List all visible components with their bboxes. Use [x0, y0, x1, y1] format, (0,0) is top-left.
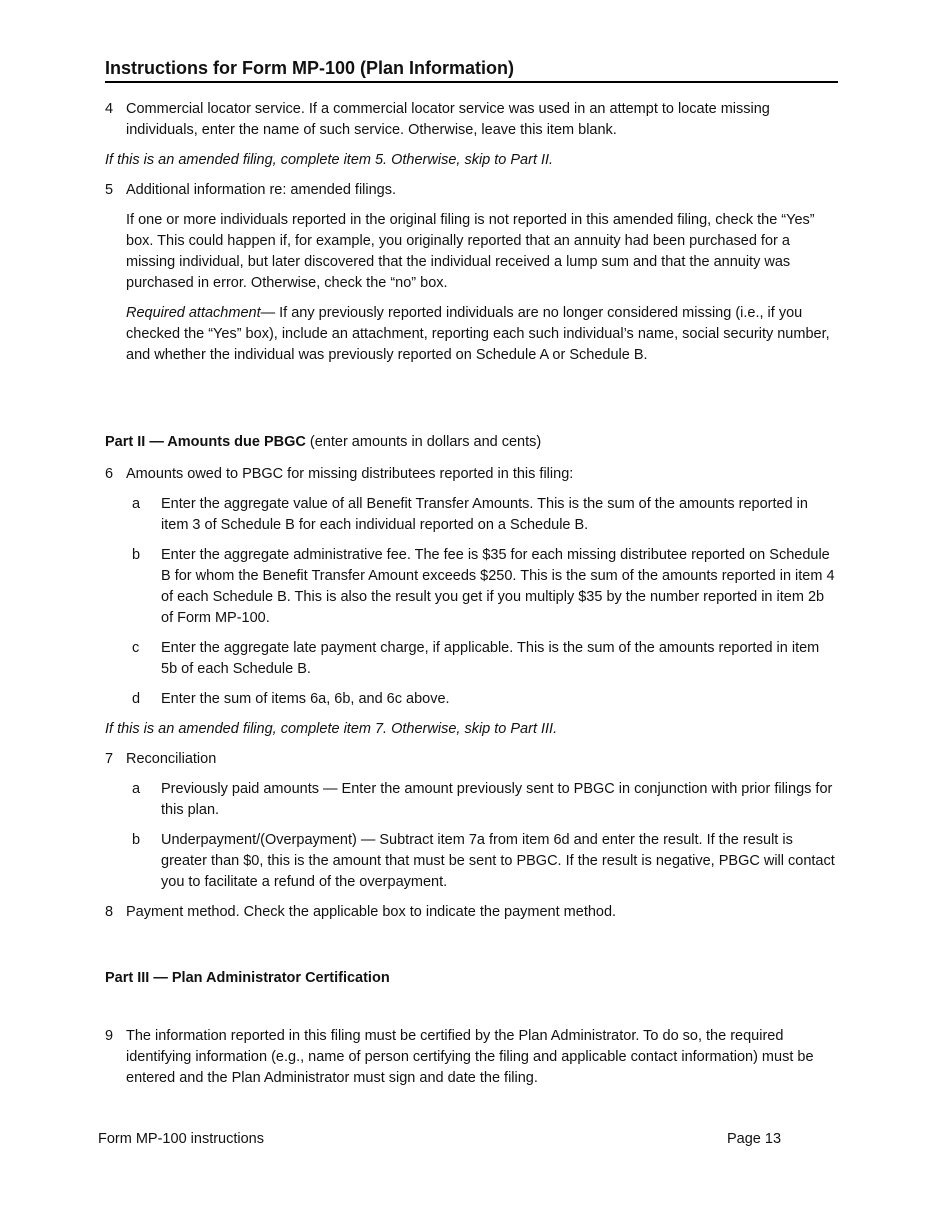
required-attachment-label: Required attachment	[126, 305, 261, 321]
item-text: Additional information re: amended filings.	[126, 182, 397, 198]
instructions-body	[105, 99, 837, 1098]
amended-note-item7: If this is an amended filing, complete item 7. Otherwise, skip to Part III.	[105, 721, 558, 737]
part-3-heading	[105, 968, 837, 989]
sub-letter: b	[132, 547, 141, 563]
part-2-heading	[105, 432, 837, 453]
sub-letter: c	[132, 640, 140, 656]
item-number: 8	[105, 904, 114, 920]
part-3-title: Part III — Plan Administrator Certification	[105, 970, 390, 986]
item-7a	[126, 779, 837, 821]
sub-text: Enter the sum of items 6a, 6b, and 6c above.	[161, 691, 450, 707]
item-4	[105, 99, 837, 141]
part-2-title: Part II — Amounts due PBGC	[105, 434, 306, 450]
item-text: Reconciliation	[126, 751, 217, 767]
item-number: 6	[105, 466, 114, 482]
sub-letter: a	[132, 496, 141, 512]
item-number: 5	[105, 182, 114, 198]
item-9	[105, 1026, 837, 1089]
sub-text: Underpayment/(Overpayment) — Subtract item 7a from item 6d and enter the result. If the result is greater than $0, this is the amount that must be sent to PBGC. If the result is negative, PBGC will contact you to facilitate a refund of the overpayment.	[161, 832, 835, 890]
item-5	[105, 180, 837, 366]
item-8	[105, 902, 837, 923]
sub-text: Previously paid amounts — Enter the amount previously sent to PBGC in conjunction with prior filings for this plan.	[161, 781, 833, 818]
amended-note-item5: If this is an amended filing, complete item 5. Otherwise, skip to Part II.	[105, 152, 554, 168]
sub-text: Enter the aggregate value of all Benefit Transfer Amounts. This is the sum of the amounts reported in item 3 of Schedule B for each individual reported on a Schedule B.	[161, 496, 808, 533]
item-6a	[126, 494, 837, 536]
item-text: Commercial locator service. If a commercial locator service was used in an attempt to locate missing individuals, enter the name of such service. Otherwise, leave this item blank.	[126, 101, 770, 138]
item-6d	[126, 689, 837, 710]
required-attachment-text: — If any previously reported individuals are no longer considered missing (i.e., if you checked the “Yes” box), include an attachment, reporting each such individual’s name, social security number, and whether the individual was previously reported on Schedule A or Schedule B.	[126, 305, 830, 363]
sub-text: Enter the aggregate administrative fee. The fee is $35 for each missing distributee reported on Schedule B for whom the Benefit Transfer Amount exceeds $250. This is the sum of the amounts reported in item 4 of each Schedule B. This is also the result you get if you multiply $35 by the number reported in item 2b of Form MP-100.	[161, 547, 835, 626]
item-7b	[126, 830, 837, 893]
item-text: Amounts owed to PBGC for missing distributees reported in this filing:	[126, 466, 574, 482]
item-number: 7	[105, 751, 114, 767]
item-5-paragraph: If one or more individuals reported in the original filing is not reported in this amended filing, check the “Yes” box. This could happen if, for example, you originally reported that an annuity had been purchased for a missing individual, but later discovered that the individual received a lump sum and that the annuity was purchased in error. Otherwise, check the “no” box.	[126, 212, 815, 291]
item-text: Payment method. Check the applicable box to indicate the payment method.	[126, 904, 617, 920]
item-6c	[126, 638, 837, 680]
part-2-suffix: (enter amounts in dollars and cents)	[305, 434, 542, 450]
item-7	[105, 749, 837, 770]
sub-letter: b	[132, 832, 141, 848]
item-text: The information reported in this filing must be certified by the Plan Administrator. To do so, the required identifying information (e.g., name of person certifying the filing and applicable contact information) must be entered and the Plan Administrator must sign and date the filing.	[126, 1028, 814, 1086]
item-number: 4	[105, 101, 114, 117]
sub-letter: a	[132, 781, 141, 797]
page-title: Instructions for Form MP-100 (Plan Information)	[105, 58, 838, 83]
sub-text: Enter the aggregate late payment charge, if applicable. This is the sum of the amounts reported in item 5b of each Schedule B.	[161, 640, 820, 677]
item-body	[126, 180, 837, 366]
footer-page-number: Page 13	[727, 1131, 782, 1147]
sub-letter: d	[132, 691, 141, 707]
item-6	[105, 464, 837, 485]
footer-form-name: Form MP-100 instructions	[98, 1131, 264, 1147]
required-attachment-paragraph	[126, 303, 837, 366]
item-number: 9	[105, 1028, 114, 1044]
item-6b	[126, 545, 837, 629]
